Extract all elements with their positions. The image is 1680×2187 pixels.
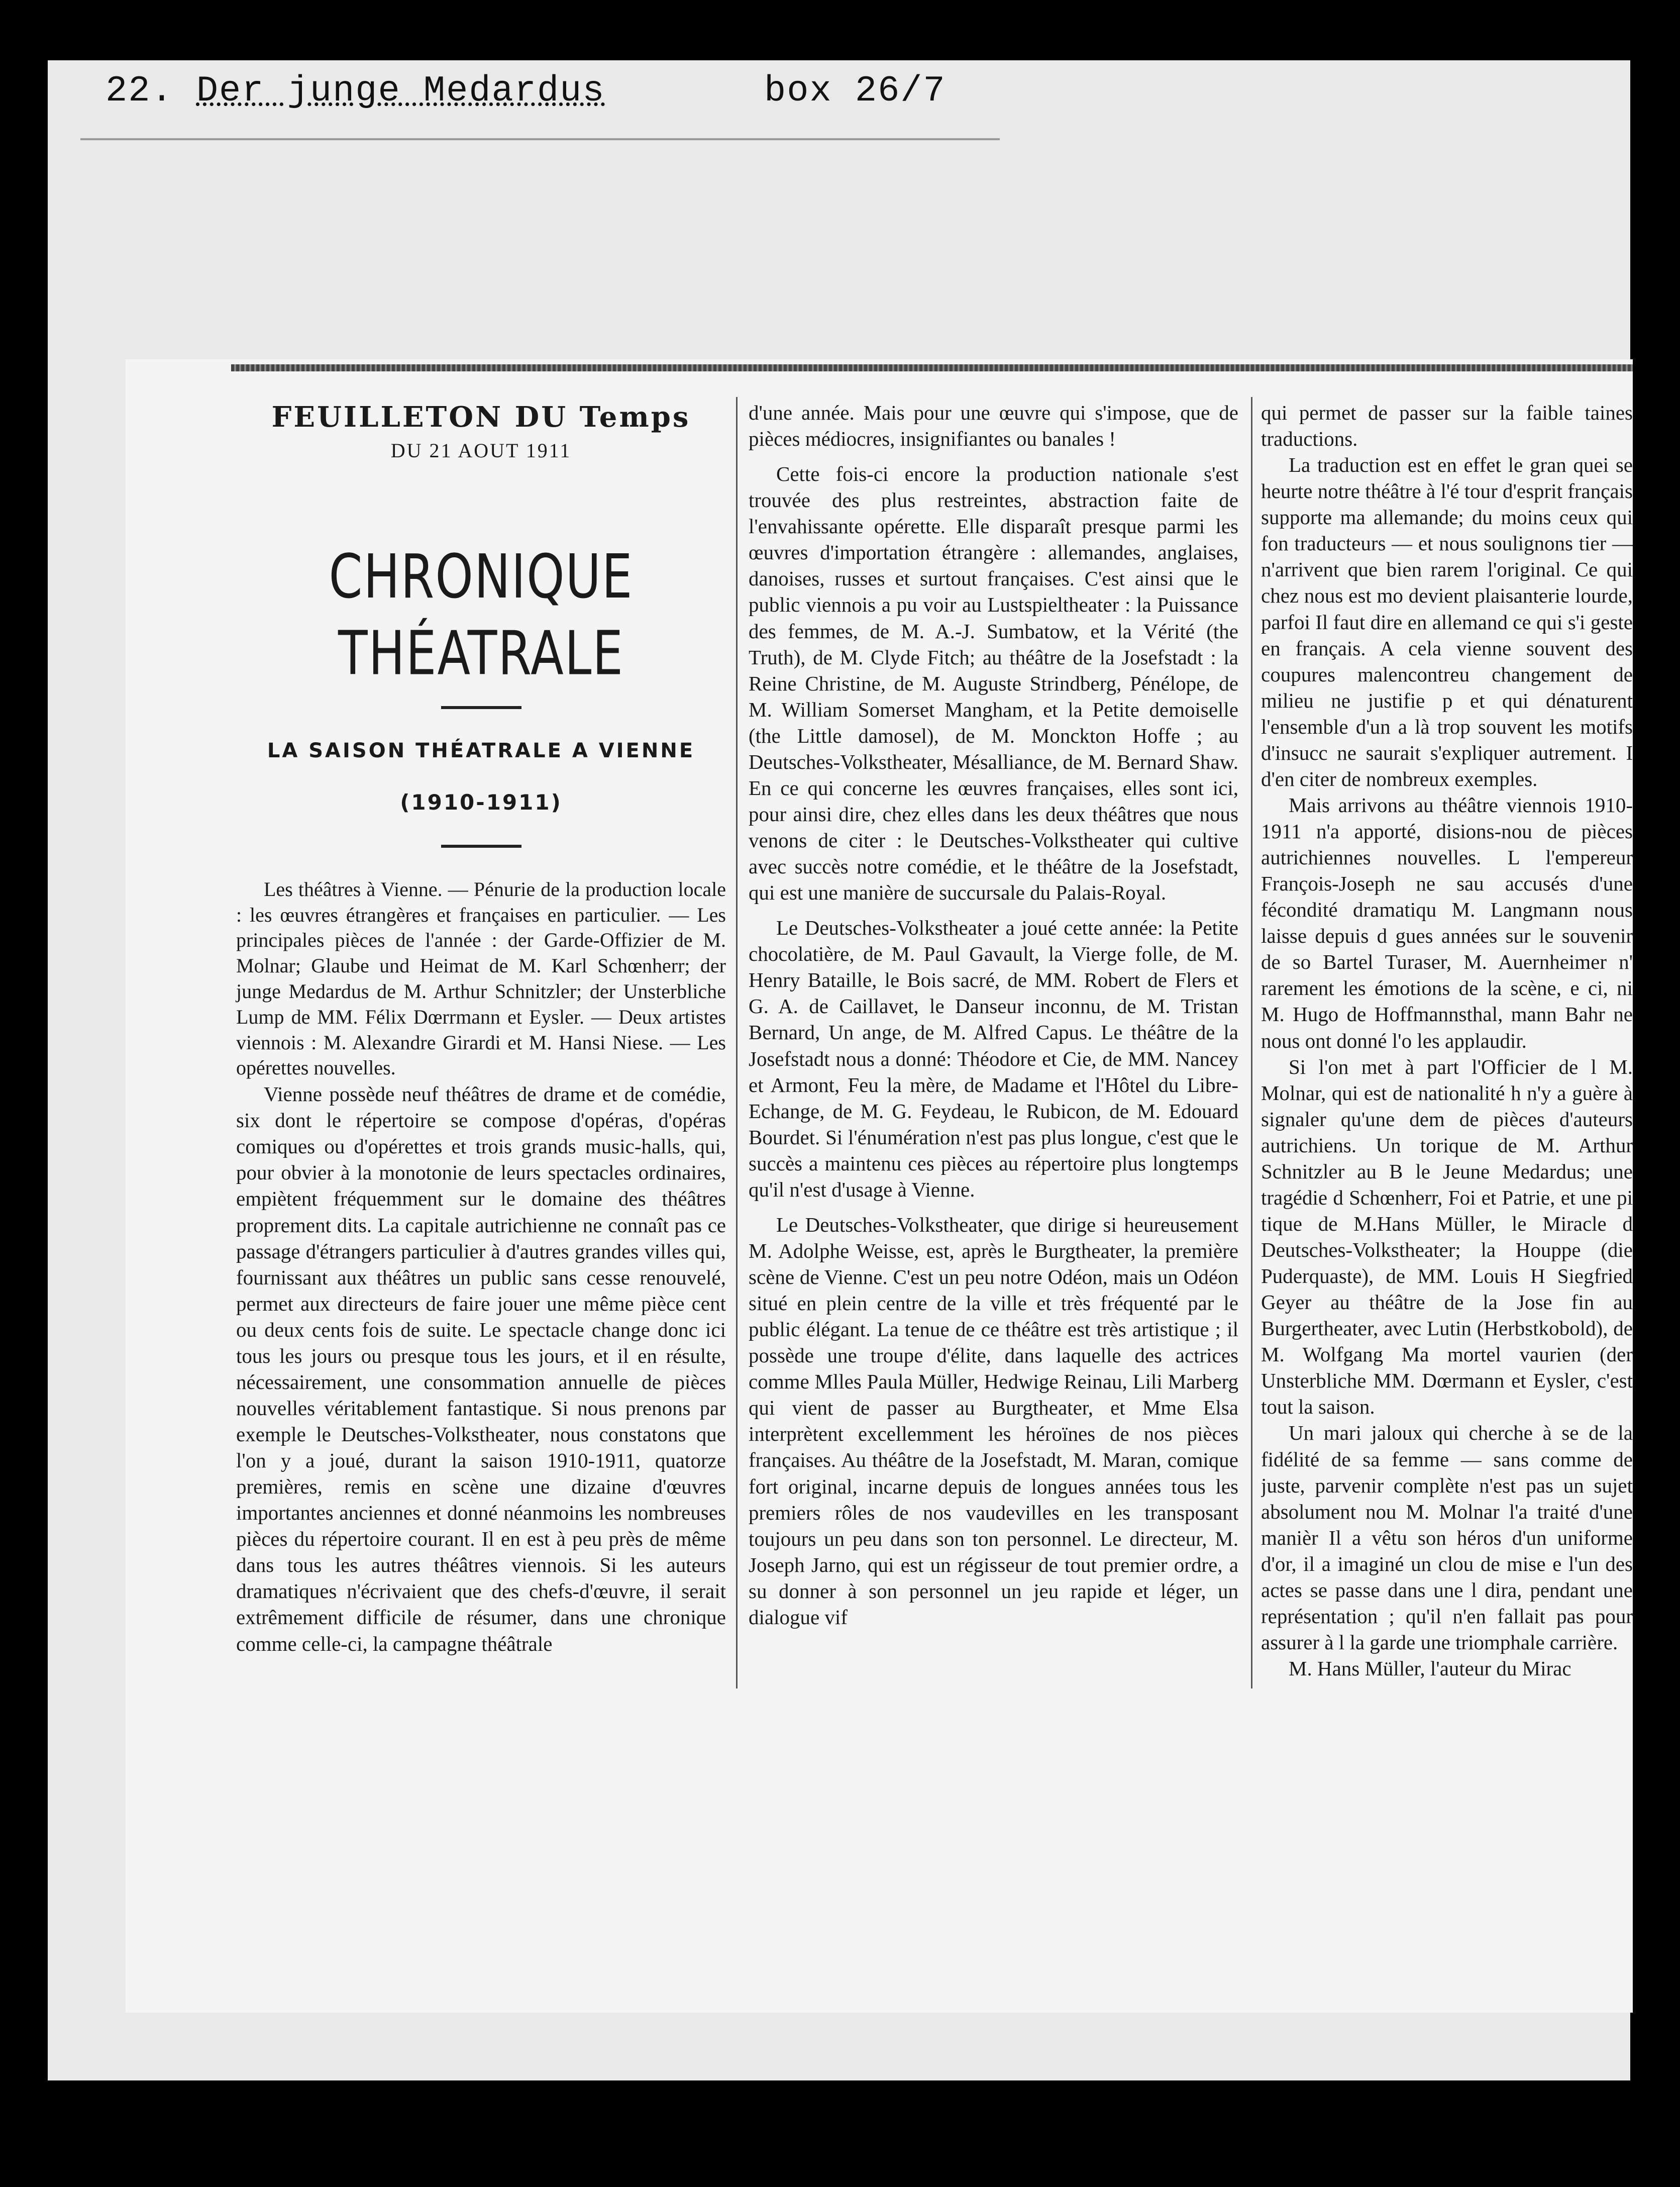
- clipping-top-rule: [231, 364, 1633, 371]
- paragraph: qui permet de passer sur la faible taines traductions.: [1261, 401, 1633, 451]
- paragraph: Si l'on met à part l'Officier de l M. Molnar, qui est de nationalité h n'y a guère à signaler qu'une dem de pièces d'auteurs autrichiens. Un torique de M. Arthur Schnitzler au B le Jeune Medardus; une tragédie d Schœnherr, Foi et Patrie, et une pi tique de M.Hans Müller, le Miracle d Deutsches-Volkstheater; la Houppe (die Puderquaste), de MM. Louis H Siegfried Geyer au théâtre de la Jose fin au Burgertheater, avec Lutin (Herbstkobold), de M. Wolfgang Ma mortel vaurien (der Unsterbliche MM. Dœrmann et Eysler, c'est tout la saison.: [1261, 1055, 1633, 1419]
- paragraph: Vienne possède neuf théâtres de drame et de comédie, six dont le répertoire se compose d'opéras, d'opéras comiques ou d'opérettes et trois grands music-halls, qui, pour obvier à la monotonie de leurs spectacles ordinaires, empiètent fréquemment sur le domaine des théâtres proprement dits. La capitale autrichienne ne connaît pas ce passage d'étrangers particulier à d'autres grandes villes qui, fournissant aux théâtres un public sans cesse renouvelé, permet aux directeurs de faire jouer une même pièce cent ou deux cents fois de suite. Le spectacle change donc ici tous les jours ou presque tous les jours, et il en résulte, nécessairement, une consommation annuelle de pièces nouvelles véritablement fantastique. Si nous prenons par exemple le Deutsches-Volkstheater, nous constatons que l'on y a joué, durant la saison 1910-1911, quatorze premières, remis en scène une dizaine d'œuvres importantes anciennes et donné néanmoins les nombreuses pièces du répertoire courant. Il en est à peu près de même dans tous les autres théâtres viennois. Si les auteurs dramatiques n'écrivaient que des chefs-d'œuvre, il serait extrêmement difficile de résumer, dans une chronique comme celle-ci, la campagne théâtrale: [236, 1082, 726, 1655]
- paragraph: d'une année. Mais pour une œuvre qui s'impose, que de pièces médiocres, insignifiantes ou banales !: [749, 401, 1238, 451]
- article-summary: Les théâtres à Vienne. — Pénurie de la production locale : les œuvres étrangères et françaises en particulier. — Les principales pièces de l'année : der Garde-Offizier de M. Molnar; Glaube und Heimat de M. Karl Schœnherr; der junge Medardus de M. Arthur Schnitzler; der Unsterbliche Lump de MM. Félix Dœrrmann et Eysler. — Deux artistes viennois : M. Alexandre Girardi et M. Hansi Niese. — Les opérettes nouvelles.: [236, 877, 726, 1079]
- column-divider-1: [736, 397, 738, 1688]
- paragraph: Mais arrivons au théâtre viennois 1910-1911 n'a apporté, disions-nou de pièces autrichiennes nouvelles. L l'empereur François-Joseph ne sau accusés d'une fécondité dramatiqu M. Langmann nous laisse depuis d gues années sur le souvenir de so Bartel Turaser, M. Auernheimer n' rarement les émotions de la scène, e ci, ni M. Hugo de Hoffmannsthal, mann Bahr ne nous ont donné l'o les applaudir.: [1261, 793, 1633, 1052]
- heading-rule: [441, 706, 521, 709]
- archive-number: 22.: [106, 70, 174, 112]
- archive-title: Der junge Medardus: [196, 70, 605, 112]
- article-column-2: [749, 400, 1238, 1630]
- section-title: LA SAISON THÉATRALE A VIENNE: [267, 739, 695, 762]
- label-divider: [80, 138, 1000, 140]
- masthead-date: DU 21 AOUT 1911: [390, 439, 572, 462]
- chronicle-heading: CHRONIQUE THÉATRALE: [329, 541, 634, 688]
- paragraph: La traduction est en effet le gran quei se heurte notre théâtre à l'é tour d'esprit français supporte ma allemande; du moins ceux qui fon traducteurs — et nous soulignons tier — n'arrivent que bien rarem l'original. Ce qui chez nous est mo devient plaisanterie lourde, parfoi Il faut dire en allemand ce qui s'i geste en français. A cela vienne souvent des coupures malencontreu changement de milieu ne justifie p et qui dénaturent l'ensemble d'un a là trop souvent les motifs d'insucc ne saurait s'expliquer autrement. I d'en citer de nombreux exemples.: [1261, 453, 1633, 790]
- paragraph: Cette fois-ci encore la production nationale s'est trouvée des plus restreintes, abstraction faite de l'envahissante opérette. Elle disparaît presque parmi les œuvres d'importation étrangère : allemandes, anglaises, danoises, russes et surtout françaises. C'est ainsi que le public viennois a pu voir au Lustspieltheater : la Puissance des femmes, de M. A.-J. Sumbatow, et la Vérité (the Truth), de M. Clyde Fitch; au théâtre de la Josefstadt : la Reine Christine, de M. Auguste Strindberg, Pénélope, de M. William Somerset Mangham, et la Petite demoiselle (the Little damosel), de M. Monckton Hoffe ; au Deutsches-Volkstheater, Mésalliance, de M. Bernard Shaw. En ce qui concerne les œuvres françaises, elles sont ici, pour ainsi dire, chez elles dans les deux théâtres que nous venons de citer : le Deutsches-Volkstheater qui cultive avec succès notre comédie, et le théâtre de la Josefstadt, qui est une manière de succursale du Palais-Royal.: [749, 462, 1238, 905]
- paragraph: Un mari jaloux qui cherche à se de la fidélité de sa femme — sans comme de juste, parvenir complète n'est pas un sujet absolument nou M. Molnar l'a traité d'une manièr Il a vêtu son héros d'un uniforme d'or, il a imaginé un clou de mise e l'un des actes se passe dans une l dira, pendant une représentation ; qu'il n'en fallait pas pour assurer à l la garde une triomphale carrière.: [1261, 1421, 1633, 1654]
- archive-box: box 26/7: [764, 70, 946, 112]
- column-divider-2: [1251, 397, 1252, 1688]
- masthead: [236, 400, 726, 464]
- paragraph: Le Deutsches-Volkstheater a joué cette année: la Petite chocolatière, de M. Paul Gavault, la Vierge folle, de M. Henry Bataille, le Bois sacré, de MM. Robert de Flers et G. A. de Caillavet, le Danseur inconnu, de M. Tristan Bernard, Un ange, de M. Alfred Capus. Le théâtre de la Josefstadt nous a donné: Théodore et Cie, de MM. Nancey et Armont, Feu la mère, de Madame et l'Hôtel du Libre-Echange, de M. G. Feydeau, le Rubicon, de M. Edouard Bourdet. Si l'énumération n'est pas plus longue, c'est que le succès a maintenu ces pièces au répertoire plus longtemps qu'il n'est d'usage à Vienne.: [749, 916, 1238, 1201]
- section-years: (1910-1911): [400, 789, 562, 815]
- paragraph: Le Deutsches-Volkstheater, que dirige si heureusement M. Adolphe Weisse, est, après le Burgtheater, la première scène de Vienne. C'est un peu notre Odéon, mais un Odéon situé en plein centre de la ville et très fréquenté par le public élégant. La tenue de ce théâtre est très artistique ; il possède une troupe d'élite, dans laquelle des actrices comme Mlles Paula Müller, Hedwige Reinau, Lili Marberg qui vient de passer au Burgtheater, et Mme Elsa interprètent excellemment les héroïnes de nos pièces françaises. Au théâtre de la Josefstadt, M. Maran, comique fort original, incarne depuis de longues années tous les premiers rôles de nos vaudevilles en les transposant toujours un peu dans son ton personnel. Le directeur, M. Joseph Jarno, qui est un régisseur de tout premier ordre, a su donner à son personnel un jeu rapide et léger, un dialogue vif: [749, 1213, 1238, 1629]
- article-column-1: [236, 400, 726, 1657]
- section-rule: [441, 845, 521, 848]
- article-column-3: [1261, 400, 1633, 1681]
- paragraph: M. Hans Müller, l'auteur du Mirac: [1289, 1657, 1571, 1680]
- archive-label: [106, 70, 946, 112]
- masthead-title: FEUILLETON DU Temps: [271, 401, 691, 434]
